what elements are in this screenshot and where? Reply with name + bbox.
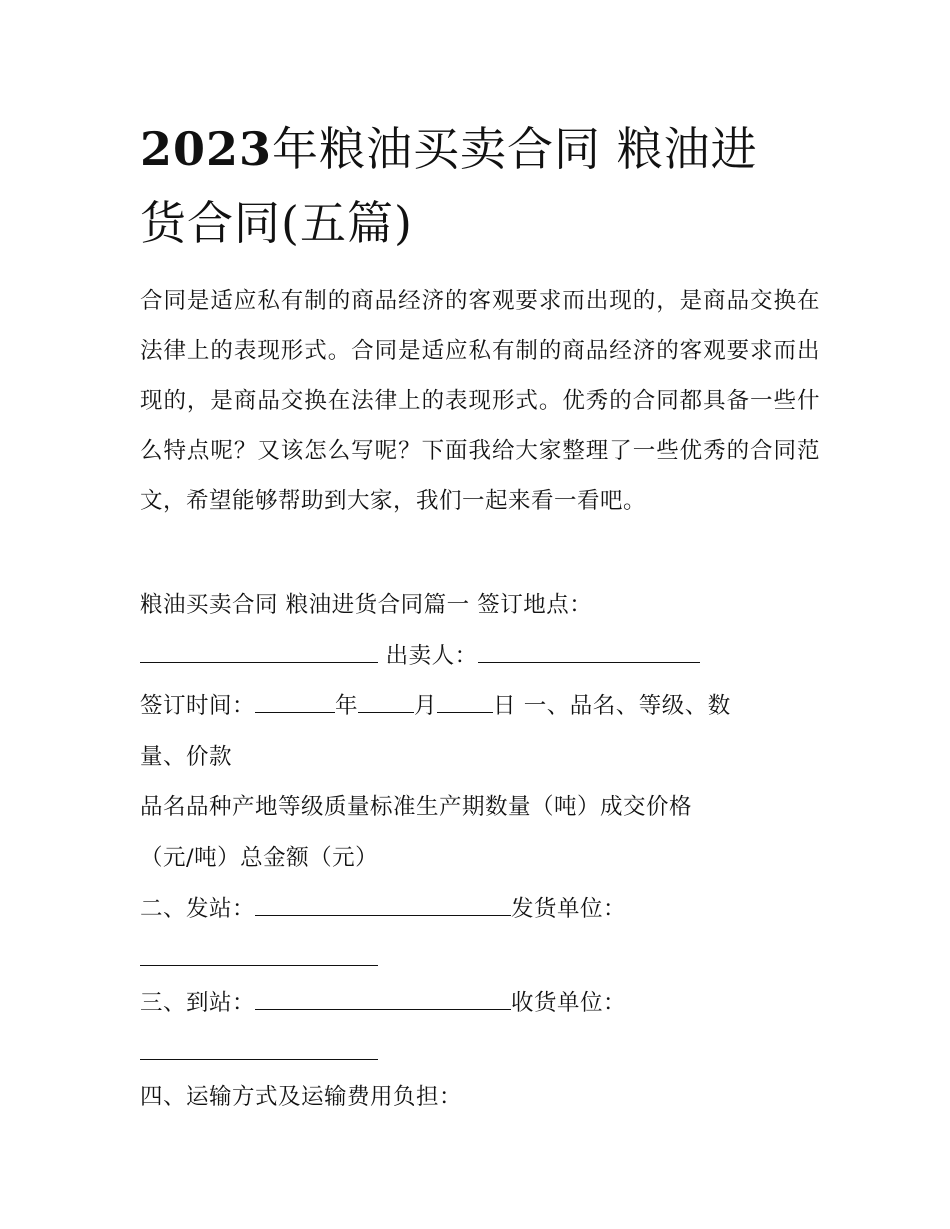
sign-month-blank[interactable] [358, 694, 414, 713]
shipper-blank-line [140, 934, 378, 984]
section2-label: 二、发站： [140, 896, 256, 922]
year-label: 年 [335, 693, 359, 719]
shipper-unit-blank[interactable] [140, 947, 378, 966]
section2-line [140, 884, 626, 934]
section2-unit-label: 发货单位： [511, 896, 627, 922]
section3-line [140, 978, 626, 1028]
seller-blank[interactable] [478, 644, 700, 663]
section1-heading-part2: 量、价款 [140, 744, 233, 770]
table-header-line2: （元/吨）总金额（元） [140, 845, 379, 871]
sign-day-blank[interactable] [437, 694, 493, 713]
receiver-blank-line [140, 1028, 378, 1078]
seller-label: 出卖人： [385, 643, 478, 669]
title-year: 2023 [140, 122, 273, 176]
title-line2-text: 货合同(五篇) [140, 196, 413, 250]
departure-station-blank[interactable] [255, 897, 511, 916]
title-line1-text: 年粮油买卖合同 粮油进 [272, 122, 758, 176]
arrival-station-blank[interactable] [255, 991, 511, 1010]
section1-heading-part1: 一、品名、等级、数 [516, 693, 731, 719]
table-header-line1: 品名品种产地等级质量标准生产期数量（吨）成交价格 [140, 794, 693, 820]
sign-time-label: 签订时间： [140, 693, 256, 719]
intro-paragraph: 合同是适应私有制的商品经济的客观要求而出现的，是商品交换在法律上的表现形式。合同是适应私有制的商品经济的客观要求而出现的，是商品交换在法律上的表现形式。优秀的合同都具备一些什么特点呢？又该怎么写呢？下面我给大家整理了一些优秀的合同范文，希望能够帮助到大家，我们一起来看一看吧。 [140, 288, 820, 514]
signing-place-blank[interactable] [140, 644, 378, 663]
section3-label: 三、到站： [140, 990, 256, 1016]
receiver-unit-blank[interactable] [140, 1041, 378, 1060]
section3-unit-label: 收货单位： [511, 990, 627, 1016]
day-label: 日 [493, 693, 517, 719]
sign-time-line [140, 681, 731, 731]
seller-line [140, 631, 700, 681]
section4-heading: 四、运输方式及运输费用负担： [140, 1084, 463, 1110]
sign-year-blank[interactable] [255, 694, 335, 713]
month-label: 月 [414, 693, 438, 719]
contract-heading: 粮油买卖合同 粮油进货合同篇一 签订地点： [140, 592, 593, 618]
document-title [140, 112, 820, 260]
